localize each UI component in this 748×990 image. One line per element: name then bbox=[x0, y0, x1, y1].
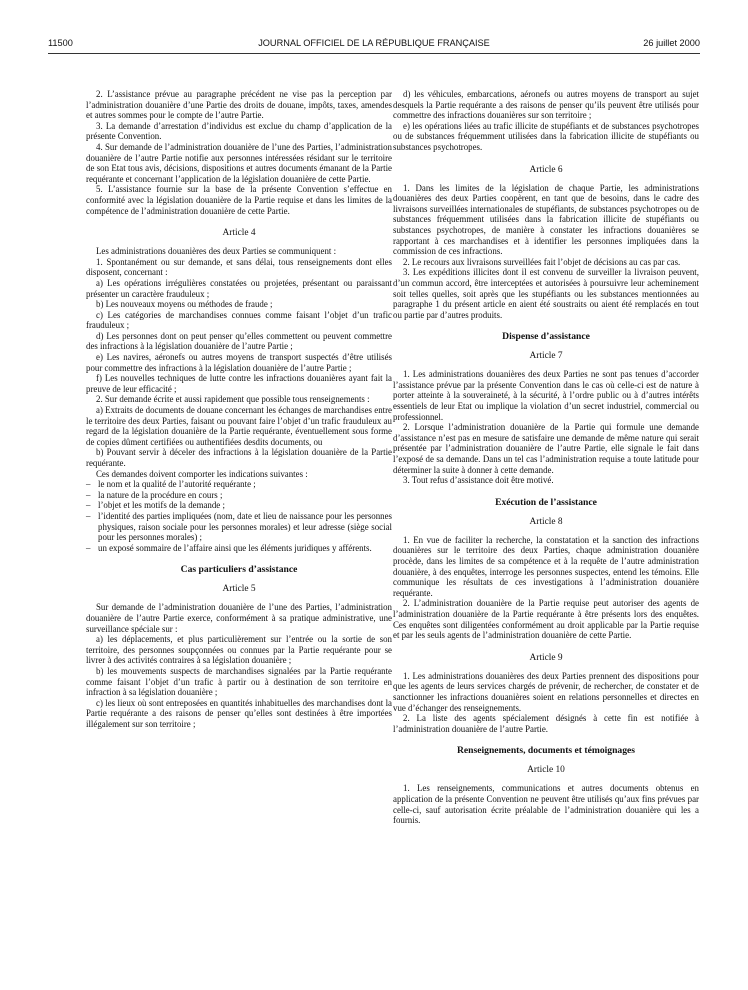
paragraph: e) Les navires, aéronefs ou autres moyens de transport suspectés d’être utilisés pour commettre des infractions à la législation douanière de l’autre Partie ; bbox=[86, 352, 392, 373]
page-header bbox=[48, 38, 700, 52]
article-title: Article 9 bbox=[529, 652, 563, 663]
publication-date: 26 juillet 2000 bbox=[643, 38, 700, 48]
section-title: Exécution de l’assistance bbox=[495, 496, 597, 508]
paragraph: d) les véhicules, embarcations, aéronefs ou autres moyens de transport au sujet desquels la Partie requérante a des raisons de penser qu’ils peuvent être utilisés pour commettre des infractions douanières sur son territoire ; bbox=[393, 89, 699, 121]
header-rule bbox=[48, 53, 700, 54]
list-item: – le nom et la qualité de l’autorité requérante ; bbox=[86, 479, 256, 490]
paragraph: 2. La liste des agents spécialement désignés à cette fin est notifiée à l’administration douanière de l’autre Partie. bbox=[393, 713, 699, 734]
paragraph: 1. Les administrations douanières des deux Parties ne sont pas tenues d’accorder l’assistance prévue par la présente Convention dans le cas où celle-ci est de nature à porter atteinte à la souveraineté, à la sécurité, à l’ordre public ou à d’autres intérêts essentiels de leur Etat ou implique la violation d’un secret industriel, commercial ou professionnel. bbox=[393, 369, 699, 422]
dash-mark: – bbox=[86, 542, 91, 553]
paragraph: b) Les nouveaux moyens ou méthodes de fraude ; bbox=[96, 299, 273, 310]
paragraph: Les administrations douanières des deux Parties se communiquent : bbox=[96, 246, 337, 257]
section-title: Renseignements, documents et témoignages bbox=[457, 745, 635, 757]
paragraph: f) Les nouvelles techniques de lutte contre les infractions douanières ayant fait la preuve de leur efficacité ; bbox=[86, 373, 392, 394]
paragraph: 3. Les expéditions illicites dont il est convenu de surveiller la livraison peuvent, d’un commun accord, être interceptées et autorisées à poursuivre leur acheminement soit telles quelles, soit après que les stupéfiants ou les substances mentionnées au paragraphe 1 du présent article en aient été soustraits ou aient été remplacés en tout ou partie par d’autres produits. bbox=[393, 267, 699, 320]
paragraph: c) les lieux où sont entreposées en quantités inhabituelles des marchandises dont la Partie requérante a des raisons de penser qu’elles sont destinées à être importées illégalement sur son territoire ; bbox=[86, 697, 392, 729]
paragraph: 2. Sur demande écrite et aussi rapidement que possible tous renseignements : bbox=[96, 394, 370, 405]
article-title: Article 7 bbox=[529, 351, 563, 362]
paragraph: e) les opérations liées au trafic illicite de stupéfiants et de substances psychotropes ou de substances fréquemment utilisées dans la fabrication illicite de stupéfiants ou substances psychotropes. bbox=[393, 120, 699, 152]
paragraph: Ces demandes doivent comporter les indications suivantes : bbox=[96, 468, 308, 479]
right-column bbox=[393, 89, 699, 826]
paragraph: b) Pouvant servir à déceler des infractions à la législation douanière de la Partie requérante. bbox=[86, 447, 392, 468]
dash-mark: – bbox=[86, 489, 91, 500]
paragraph: 2. Le recours aux livraisons surveillées fait l’objet de décisions au cas par cas. bbox=[403, 256, 681, 267]
paragraph: Sur demande de l’administration douanière de l’une des Parties, l’administration douanière de l’autre Partie exerce, conformément à sa pratique administrative, une surveillance spéciale sur : bbox=[86, 602, 392, 634]
paragraph: 1. Les administrations douanières des deux Parties prennent des dispositions pour que les agents de leurs services chargés de prévenir, de rechercher, de constater et de sanctionner les infractions douanières soient en relations personnelles et directes en vue d’échanger des renseignements. bbox=[393, 670, 699, 713]
paragraph: 2. L’assistance prévue au paragraphe précédent ne vise pas la perception par l’administration douanière d’une Partie des droits de douane, impôts, taxes, amendes et autres sommes pour le compte de l’autre Partie. bbox=[86, 89, 392, 121]
journal-title: JOURNAL OFFICIEL DE LA RÉPUBLIQUE FRANÇAISE bbox=[258, 38, 490, 48]
paragraph: 1. Spontanément ou sur demande, et sans délai, tous renseignements dont elles disposent, concernant : bbox=[86, 256, 392, 278]
paragraph: 1. Les renseignements, communications et autres documents obtenus en application de la présente Convention ne peuvent être utilisés qu’aux fins prévues par celle-ci, sauf autorisation écrite préalable de l’administration douanière qui les a fournis. bbox=[393, 783, 699, 826]
article-title: Article 5 bbox=[222, 584, 256, 595]
article-title: Article 4 bbox=[222, 228, 256, 239]
paragraph: d) Les personnes dont on peut penser qu’elles commettent ou peuvent commettre des infractions à la législation douanière de l’autre Partie ; bbox=[86, 330, 392, 352]
list-item: – un exposé sommaire de l’affaire ainsi que les éléments juridiques y afférents. bbox=[86, 542, 372, 553]
paragraph: c) Les catégories de marchandises connues comme faisant l’objet d’un trafic frauduleux ; bbox=[86, 309, 392, 331]
article-title: Article 6 bbox=[529, 164, 563, 175]
paragraph: 2. Lorsque l’administration douanière de la Partie qui formule une demande d’assistance n’est pas en mesure de satisfaire une demande de même nature qui serait présentée par l’administration douanière de l’autre Partie, elle signale le fait dans l’exposé de sa demande. Dans un tel cas l’administration requise a toute latitude pour déterminer la suite à donner à cette demande. bbox=[393, 422, 699, 475]
paragraph: a) Les opérations irrégulières constatées ou projetées, présentant ou paraissant présenter un caractère frauduleux ; bbox=[86, 277, 392, 299]
paragraph: 5. L’assistance fournie sur la base de la présente Convention s’effectue en conformité avec la législation douanière de la Partie requise et dans les limites de la compétence de l’administration douanière de cette Partie. bbox=[86, 184, 392, 216]
paragraph: 3. Tout refus d’assistance doit être motivé. bbox=[403, 475, 554, 486]
page-number: 11500 bbox=[48, 38, 73, 48]
paragraph: a) les déplacements, et plus particulièrement sur l’entrée ou la sortie de son territoire, des personnes soupçonnées ou connues par la Partie requérante pour se livrer à des activités contraires à sa législation douanière ; bbox=[86, 634, 392, 666]
list-item: – l’objet et les motifs de la demande ; bbox=[86, 500, 225, 511]
section-title: Dispense d’assistance bbox=[502, 331, 590, 343]
paragraph: 3. La demande d’arrestation d’individus est exclue du champ d’application de la présente Convention. bbox=[86, 120, 392, 142]
article-title: Article 10 bbox=[527, 765, 565, 776]
article-title: Article 8 bbox=[529, 516, 563, 527]
paragraph: 1. Dans les limites de la législation de chaque Partie, les administrations douanières des deux Parties coopèrent, en tant que de besoins, dans le cadre des livraisons surveillées internationales de stupéfiants, de substances psychotropes ou de substances fréquemment utilisées dans la fabrication illicite de stupéfiants ou substances psychotropes, de manière à constater les infractions douanières se rapportant à ces marchandises et à identifier les personnes impliquées dans la commission de ces infractions. bbox=[393, 182, 699, 257]
paragraph: 2. L’administration douanière de la Partie requise peut autoriser des agents de l’administration douanière de la Partie requérante à être présents lors des enquêtes. Ces enquêtes sont diligentées conformément au droit applicable par la Partie requise et par les seuls agents de l’administration douanière de cette Partie. bbox=[393, 598, 699, 641]
dash-mark: – bbox=[86, 500, 91, 511]
section-title: Cas particuliers d’assistance bbox=[180, 564, 298, 576]
left-column bbox=[86, 89, 392, 729]
paragraph: 4. Sur demande de l’administration douanière de l’une des Parties, l’administration douanière de l’autre Partie notifie aux personnes intéressées résidant sur le territoire de son Etat tous avis, décisions, dispositions et autres documents émanant de la Partie requérante et concernant l’application de la législation douanière de cette Partie. bbox=[86, 141, 392, 184]
dash-mark: – bbox=[86, 510, 91, 521]
list-item: – l’identité des parties impliquées (nom, date et lieu de naissance pour les personnes physiques, raison sociale pour les personnes morales) et leur adresse (siège social pour les personnes morales) ; bbox=[86, 510, 392, 543]
paragraph: b) les mouvements suspects de marchandises signalées par la Partie requérante comme faisant l’objet d’un trafic à partir ou à destination de son territoire en infraction à sa législation douanière ; bbox=[86, 665, 392, 698]
list-item: – la nature de la procédure en cours ; bbox=[86, 489, 223, 500]
paragraph: a) Extraits de documents de douane concernant les échanges de marchandises entre le territoire des deux Parties, faisant ou pouvant faire l’objet d’un trafic frauduleux au regard de la législation douanière de la Partie requérante, éventuellement sous forme de copies dûment certifiées ou authentifiées desdits documents, ou bbox=[86, 405, 392, 447]
paragraph: 1. En vue de faciliter la recherche, la constatation et la sanction des infractions douanières sur le territoire des deux Parties, chaque administration douanière procède, dans les limites de sa compétence et à la requête de l’autre administration douanière, à des enquêtes, interroge les personnes suspectes, entend les témoins. Elle communique les résultats de ces investigations à l’administration douanière requérante. bbox=[393, 534, 699, 598]
dash-mark: – bbox=[86, 479, 91, 490]
